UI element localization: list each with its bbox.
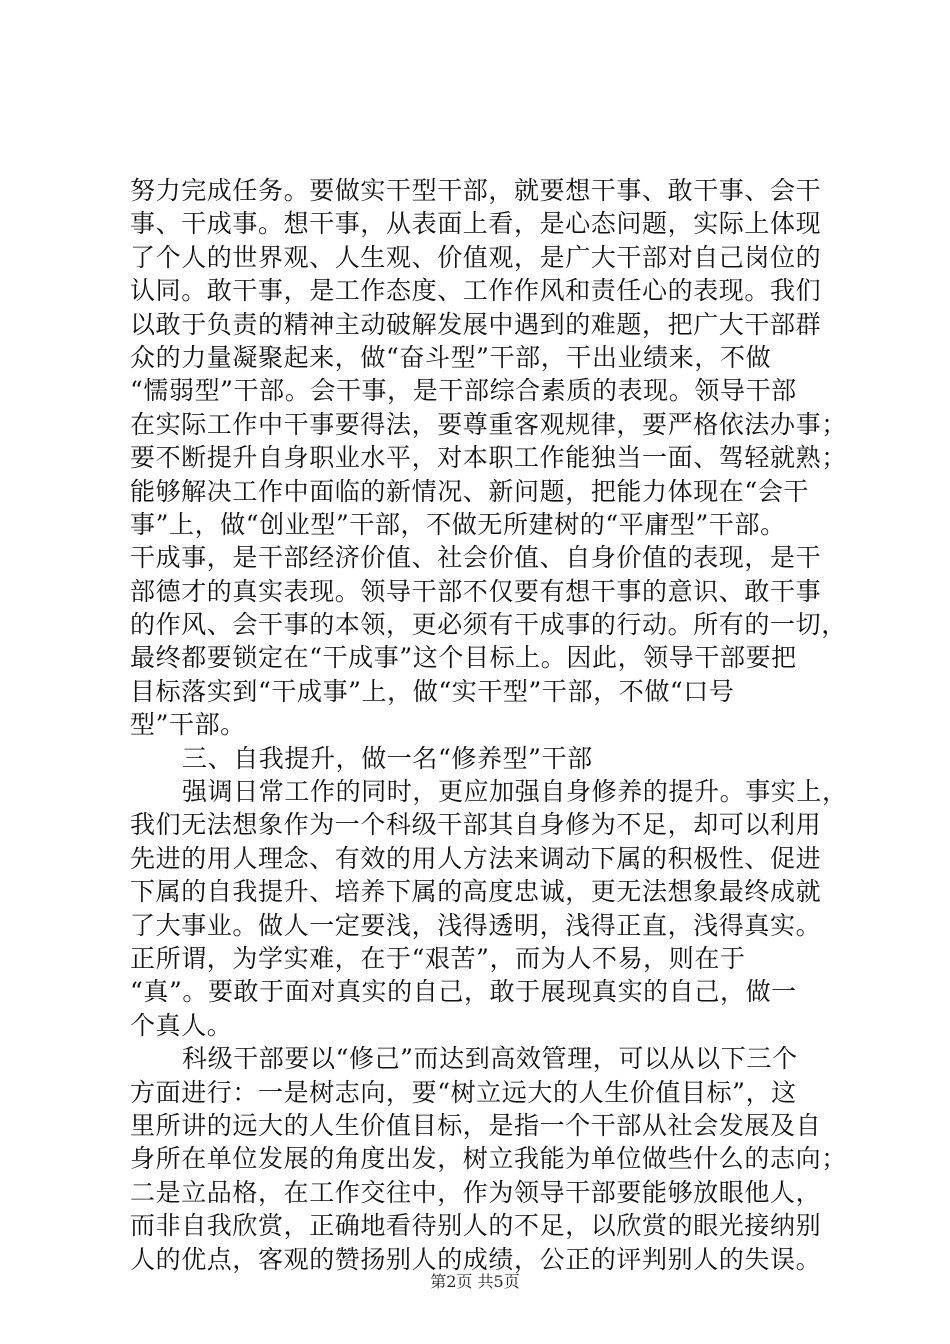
text-line: 的作风、会干事的本领，更必须有干成事的行动。所有的一切， — [130, 610, 847, 640]
text-line: 科级干部要以“修己”而达到高效管理，可以从以下三个 — [182, 1044, 798, 1074]
text-line: 而非自我欣赏，正确地看待别人的不足，以欣赏的眼光接纳别 — [130, 1211, 822, 1241]
text-line: 个真人。 — [130, 1010, 233, 1040]
text-line: 在实际工作中干事要得法，要尊重客观规律，要严格依法办事； — [130, 409, 847, 439]
page-footer: 第2页 共5页 — [430, 1272, 520, 1291]
text-line: 了大事业。做人一定要浅，浅得透明，浅得正直，浅得真实。 — [130, 910, 822, 940]
text-line: 型”干部。 — [130, 710, 246, 740]
text-line: “懦弱型”干部。会干事，是干部综合素质的表现。领导干部 — [130, 376, 797, 406]
body-text — [130, 174, 848, 1276]
text-line: 事”上，做“创业型”干部，不做无所建树的“平庸型”干部。 — [130, 509, 786, 539]
text-line: 正所谓，为学实难，在于“艰苦”，而为人不易，则在于 — [130, 943, 746, 973]
text-line: 努力完成任务。要做实干型干部，就要想干事、敢干事、会干 — [130, 176, 822, 205]
text-line: 目标落实到“干成事”上，做“实干型”干部，不做“口号 — [130, 676, 735, 706]
text-line: 部德才的真实表现。领导干部不仅要有想干事的意识、敢干事 — [130, 576, 822, 606]
text-line: 要不断提升自身职业水平，对本职工作能独当一面、驾轻就熟； — [130, 443, 847, 473]
text-line: “真”。要敢于面对真实的自己，敢于展现真实的自己，做一 — [130, 977, 797, 1007]
text-line: 先进的用人理念、有效的用人方法来调动下属的积极性、促进 — [130, 843, 822, 873]
text-line: 人的优点，客观的赞扬别人的成绩，公正的评判别人的失误。 — [130, 1244, 822, 1274]
section-heading: 三、自我提升，做一名“修养型”干部 — [182, 743, 593, 773]
paragraph-three-aspects — [130, 1042, 847, 1276]
text-line: 我们无法想象作为一个科级干部其自身修为不足，却可以利用 — [130, 810, 822, 840]
text-line: 强调日常工作的同时，更应加强自身修养的提升。事实上， — [182, 777, 848, 807]
text-line: 二是立品格，在工作交往中，作为领导干部要能够放眼他人， — [130, 1177, 822, 1207]
text-line: 了个人的世界观、人生观、价值观，是广大干部对自己岗位的 — [130, 242, 822, 272]
paragraph-self-cultivation — [130, 775, 848, 1042]
text-line: 下属的自我提升、培养下属的高度忠诚，更无法想象最终成就 — [130, 877, 822, 907]
text-line: 干成事，是干部经济价值、社会价值、自身价值的表现，是干 — [130, 543, 822, 573]
text-line: 能够解决工作中面临的新情况、新问题，把能力体现在“会干 — [130, 476, 809, 506]
text-line: 最终都要锁定在“干成事”这个目标上。因此，领导干部要把 — [130, 643, 797, 673]
text-line: 身所在单位发展的角度出发，树立我能为单位做些什么的志向； — [130, 1144, 847, 1174]
text-line: 方面进行：一是树志向，要“树立远大的人生价值目标”，这 — [130, 1077, 797, 1107]
paragraph-continued — [130, 174, 847, 742]
text-line: 里所讲的远大的人生价值目标，是指一个干部从社会发展及自 — [130, 1110, 822, 1140]
text-line: 认同。敢干事，是工作态度、工作作风和责任心的表现。我们 — [130, 276, 822, 306]
text-line: 事、干成事。想干事，从表面上看，是心态问题，实际上体现 — [130, 209, 822, 239]
text-line: 以敢于负责的精神主动破解发展中遇到的难题，把广大干部群 — [130, 309, 822, 339]
text-line: 众的力量凝聚起来，做“奋斗型”干部，干出业绩来，不做 — [130, 342, 772, 372]
